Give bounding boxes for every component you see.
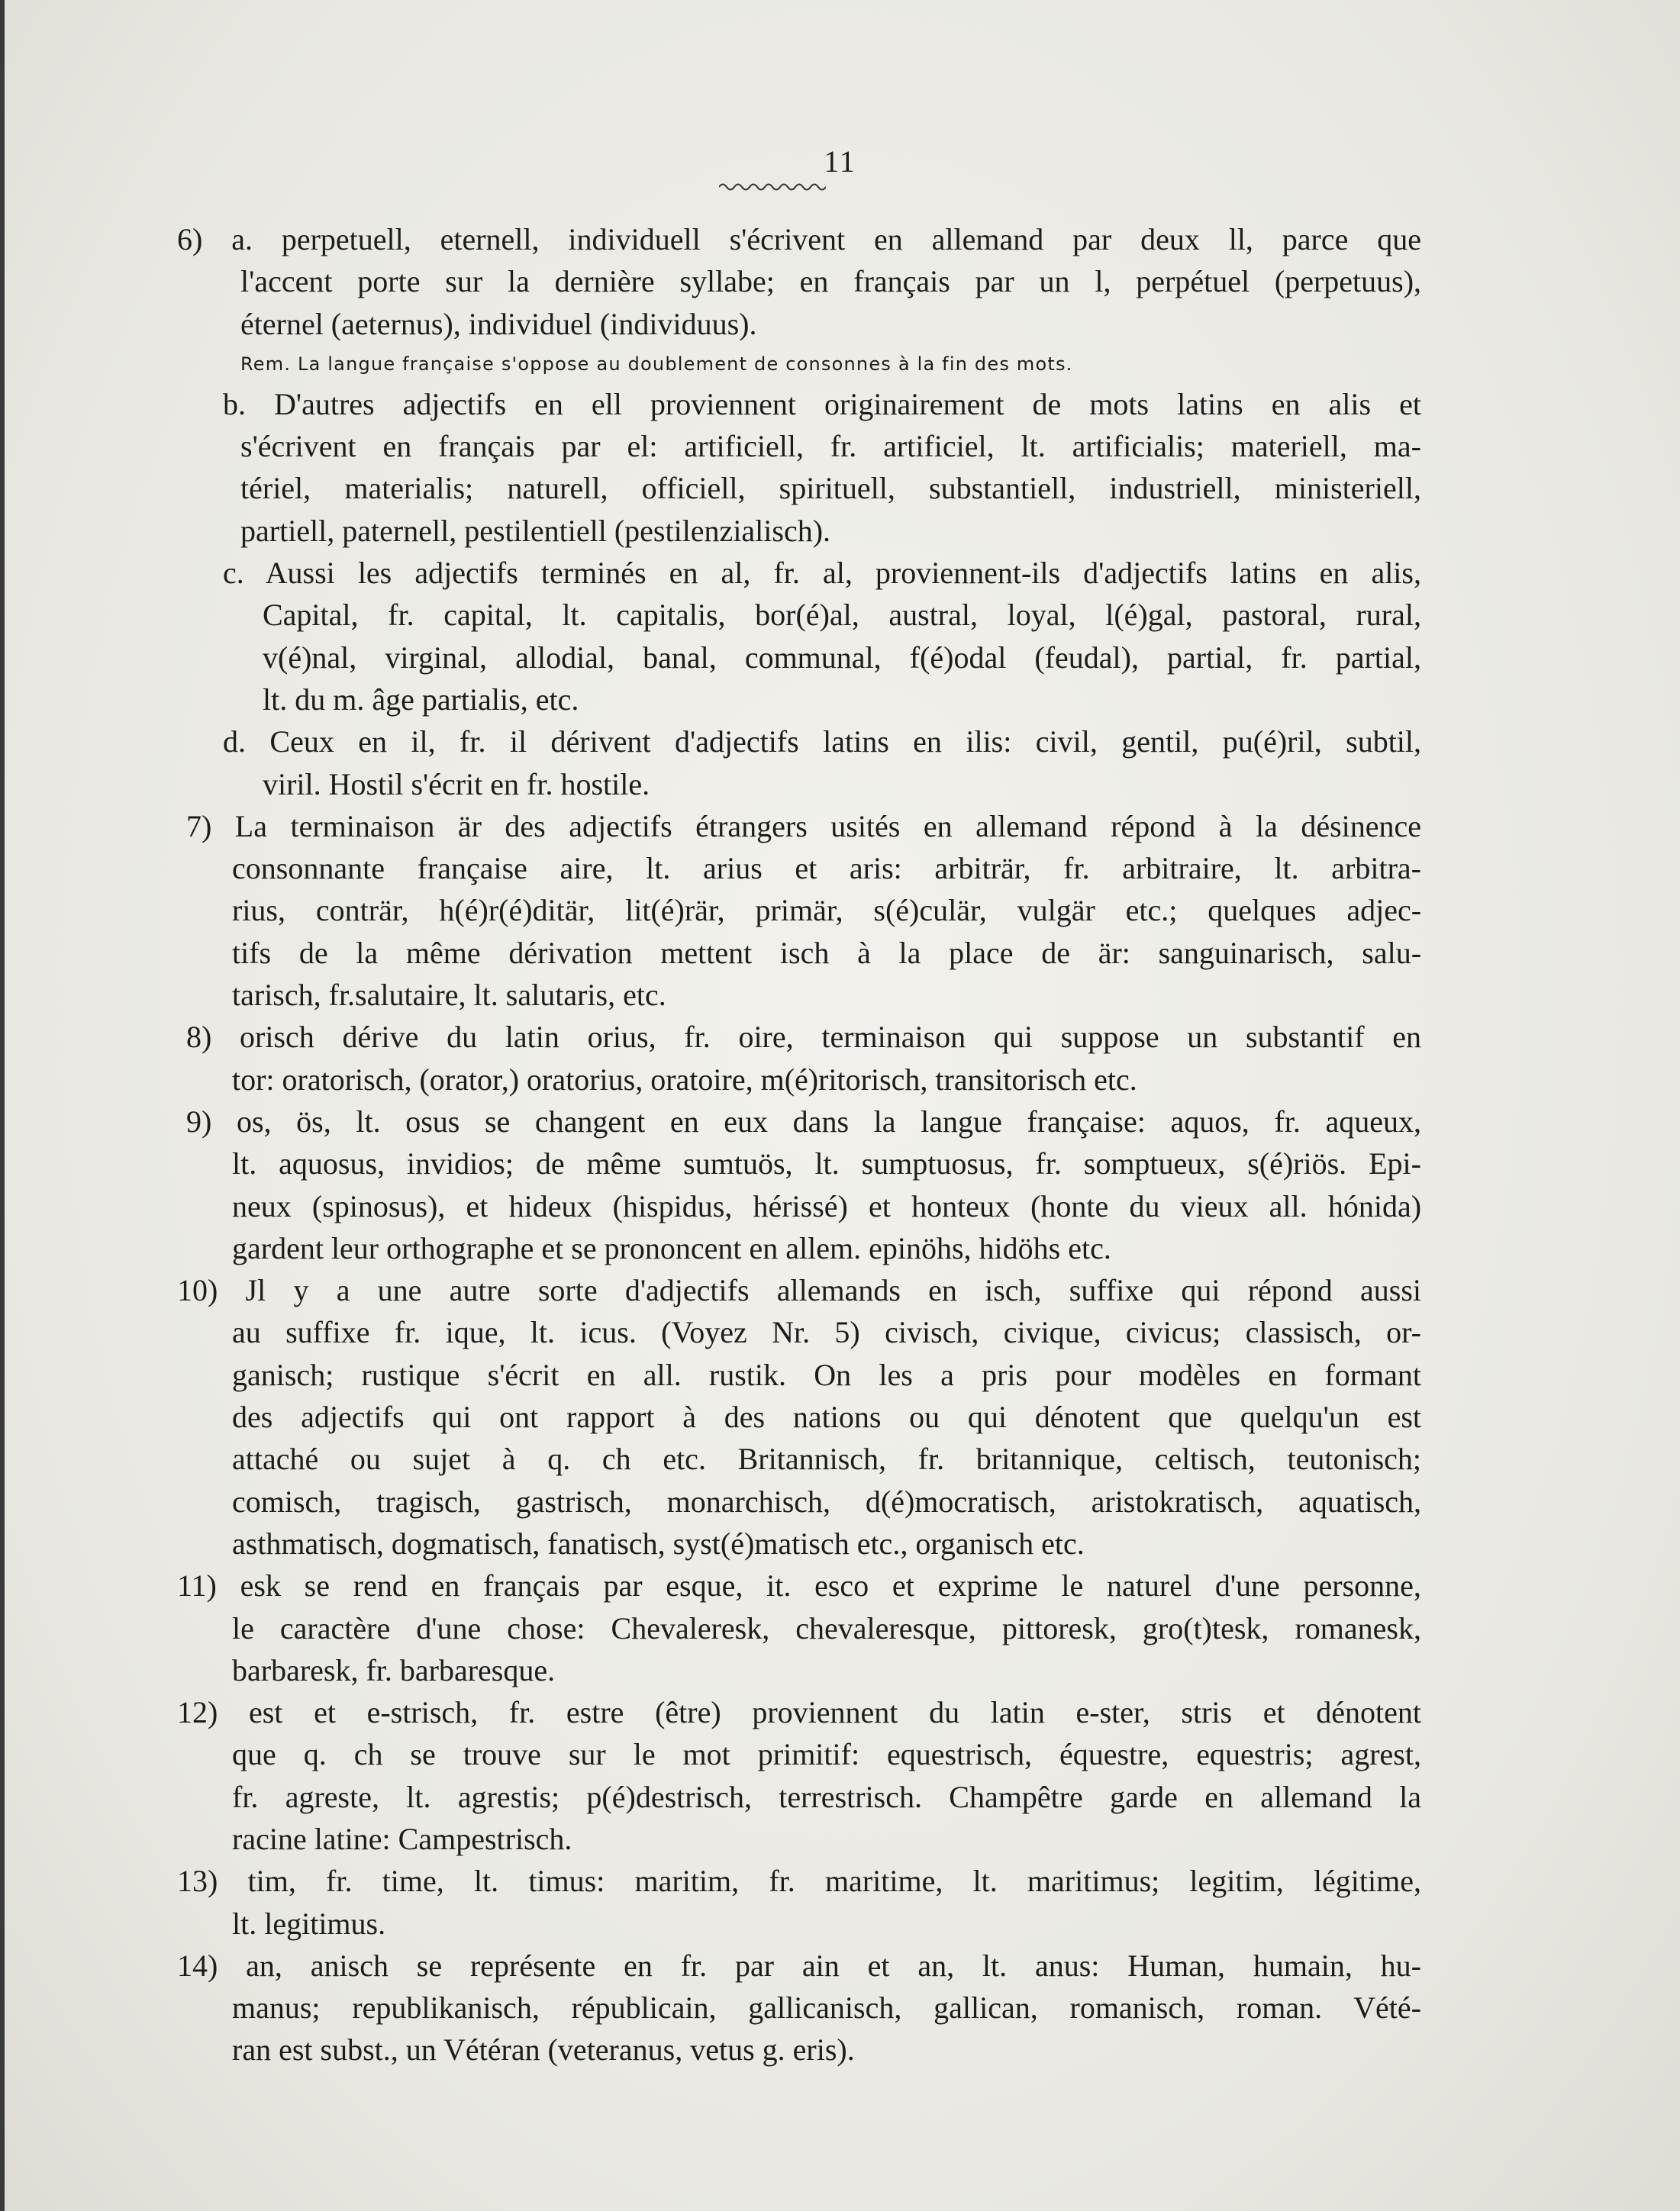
text-line: 12) est et e-strisch, fr. estre (être) proviennent du latin e-ster, stris et dénotent xyxy=(177,1695,1422,1730)
text-line: au suffixe fr. ique, lt. icus. (Voyez Nr. 5) civisch, civique, civicus; classisch, or- xyxy=(232,1315,1421,1350)
text-line: attaché ou sujet à q. ch etc. Britannisch, fr. britannique, celtisch, teutonisch; xyxy=(232,1442,1421,1477)
text-line: 11) esk se rend en français par esque, it. esco et exprime le naturel d'une personne, xyxy=(177,1568,1421,1603)
text-line: 14) an, anisch se représente en fr. par ain et an, lt. anus: Human, humain, hu- xyxy=(177,1948,1421,1983)
text-line: consonnante française aire, lt. arius et aris: arbiträr, fr. arbitraire, lt. arbitra- xyxy=(232,851,1421,886)
text-line: gardent leur orthographe et se prononcent en allem. epinöhs, hidöhs etc. xyxy=(232,1230,1111,1265)
text-line: Capital, fr. capital, lt. capitalis, bor(é)al, austral, loyal, l(é)gal, pastoral, rural, xyxy=(263,598,1421,633)
text-line: 6) a. perpetuell, eternell, individuell s'écrivent en allemand par deux ll, parce que xyxy=(177,222,1422,256)
text-line: fr. agreste, lt. agrestis; p(é)destrisch, terrestrisch. Champêtre garde en allemand la xyxy=(232,1779,1422,1814)
text-line: ran est subst., un Vétéran (veteranus, vetus g. eris). xyxy=(232,2032,855,2068)
text-line: lt. legitimus. xyxy=(232,1906,386,1941)
text-line: des adjectifs qui ont rapport à des nations ou qui dénotent que quelqu'un est xyxy=(232,1400,1422,1435)
text-line: éternel (aeternus), individuel (individuus). xyxy=(240,306,757,341)
body-text xyxy=(177,218,1421,2071)
text-line: comisch, tragisch, gastrisch, monarchisch, d(é)mocratisch, aristokratisch, aquatisch, xyxy=(232,1484,1422,1519)
text-line: 9) os, ös, lt. osus se changent en eux dans la langue française: aquos, fr. aqueux, xyxy=(186,1104,1421,1139)
text-line: racine latine: Campestrisch. xyxy=(232,1821,572,1856)
scan-edge xyxy=(0,0,5,2211)
text-line: que q. ch se trouve sur le mot primitif: equestrisch, équestre, equestris; agrest, xyxy=(232,1737,1421,1772)
text-line: tarisch, fr.salutaire, lt. salutaris, etc. xyxy=(232,978,666,1013)
text-line: c. Aussi les adjectifs terminés en al, fr. al, proviennent-ils d'adjectifs latins en alis, xyxy=(223,556,1421,591)
text-line: 7) La terminaison är des adjectifs étrangers usités en allemand répond à la désinence xyxy=(186,808,1422,843)
text-line: neux (spinosus), et hideux (hispidus, hérissé) et honteux (honte du vieux all. hónida) xyxy=(232,1188,1422,1223)
text-line: tériel, materialis; naturell, officiell, spirituell, substantiell, industriell, ministeriell, xyxy=(240,471,1421,506)
text-line: Rem. La langue française s'oppose au doublement de consonnes à la fin des mots. xyxy=(240,353,1073,375)
page-number-ornament xyxy=(719,182,826,192)
text-line: 8) orisch dérive du latin orius, fr. oire, terminaison qui suppose un substantif en xyxy=(186,1020,1421,1055)
text-line: v(é)nal, virginal, allodial, banal, communal, f(é)odal (feudal), partial, fr. partial, xyxy=(263,640,1421,675)
text-line: s'écrivent en français par el: artificiell, fr. artificiel, lt. artificialis; materiell, ma- xyxy=(240,429,1421,464)
text-line: b. D'autres adjectifs en ell proviennent originairement de mots latins en alis et xyxy=(223,386,1421,421)
text-line: 10) Jl y a une autre sorte d'adjectifs allemands en isch, suffixe qui répond aussi xyxy=(177,1273,1422,1308)
text-line: 13) tim, fr. time, lt. timus: maritim, fr. maritime, lt. maritimus; legitim, légitime, xyxy=(177,1864,1422,1899)
text-line: asthmatisch, dogmatisch, fanatisch, syst(é)matisch etc., organisch etc. xyxy=(232,1526,1085,1561)
text-line: lt. aquosus, invidios; de même sumtuös, lt. sumptuosus, fr. somptueux, s(é)riös. Epi- xyxy=(232,1146,1421,1181)
text-line: l'accent porte sur la dernière syllabe; en français par un l, perpétuel (perpetuus), xyxy=(240,264,1422,299)
text-line: le caractère d'une chose: Chevaleresk, chevaleresque, pittoresk, gro(t)tesk, romanesk, xyxy=(232,1610,1421,1645)
text-line: partiell, paternell, pestilentiell (pestilenzialisch). xyxy=(240,513,831,548)
text-line: ganisch; rustique s'écrit en all. rustik. On les a pris pour modèles en formant xyxy=(232,1357,1422,1392)
text-line: tifs de la même dérivation mettent isch à la place de är: sanguinarisch, salu- xyxy=(232,935,1422,970)
text-line: tor: oratorisch, (orator,) oratorius, oratoire, m(é)ritorisch, transitorisch etc. xyxy=(232,1062,1137,1097)
text-line: rius, conträr, h(é)r(é)ditär, lit(é)rär, primär, s(é)culär, vulgär etc.; quelques adjec- xyxy=(232,893,1422,928)
text-line: manus; republikanisch, républicain, gallicanisch, gallican, romanisch, roman. Vété- xyxy=(232,1990,1421,2026)
text-line: lt. du m. âge partialis, etc. xyxy=(263,682,579,717)
text-line: viril. Hostil s'écrit en fr. hostile. xyxy=(263,766,650,801)
page-number: 11 xyxy=(824,144,856,179)
text-line: barbaresk, fr. barbaresque. xyxy=(232,1652,556,1687)
text-line: d. Ceux en il, fr. il dérivent d'adjectifs latins en ilis: civil, gentil, pu(é)ril, subtil, xyxy=(223,724,1422,759)
